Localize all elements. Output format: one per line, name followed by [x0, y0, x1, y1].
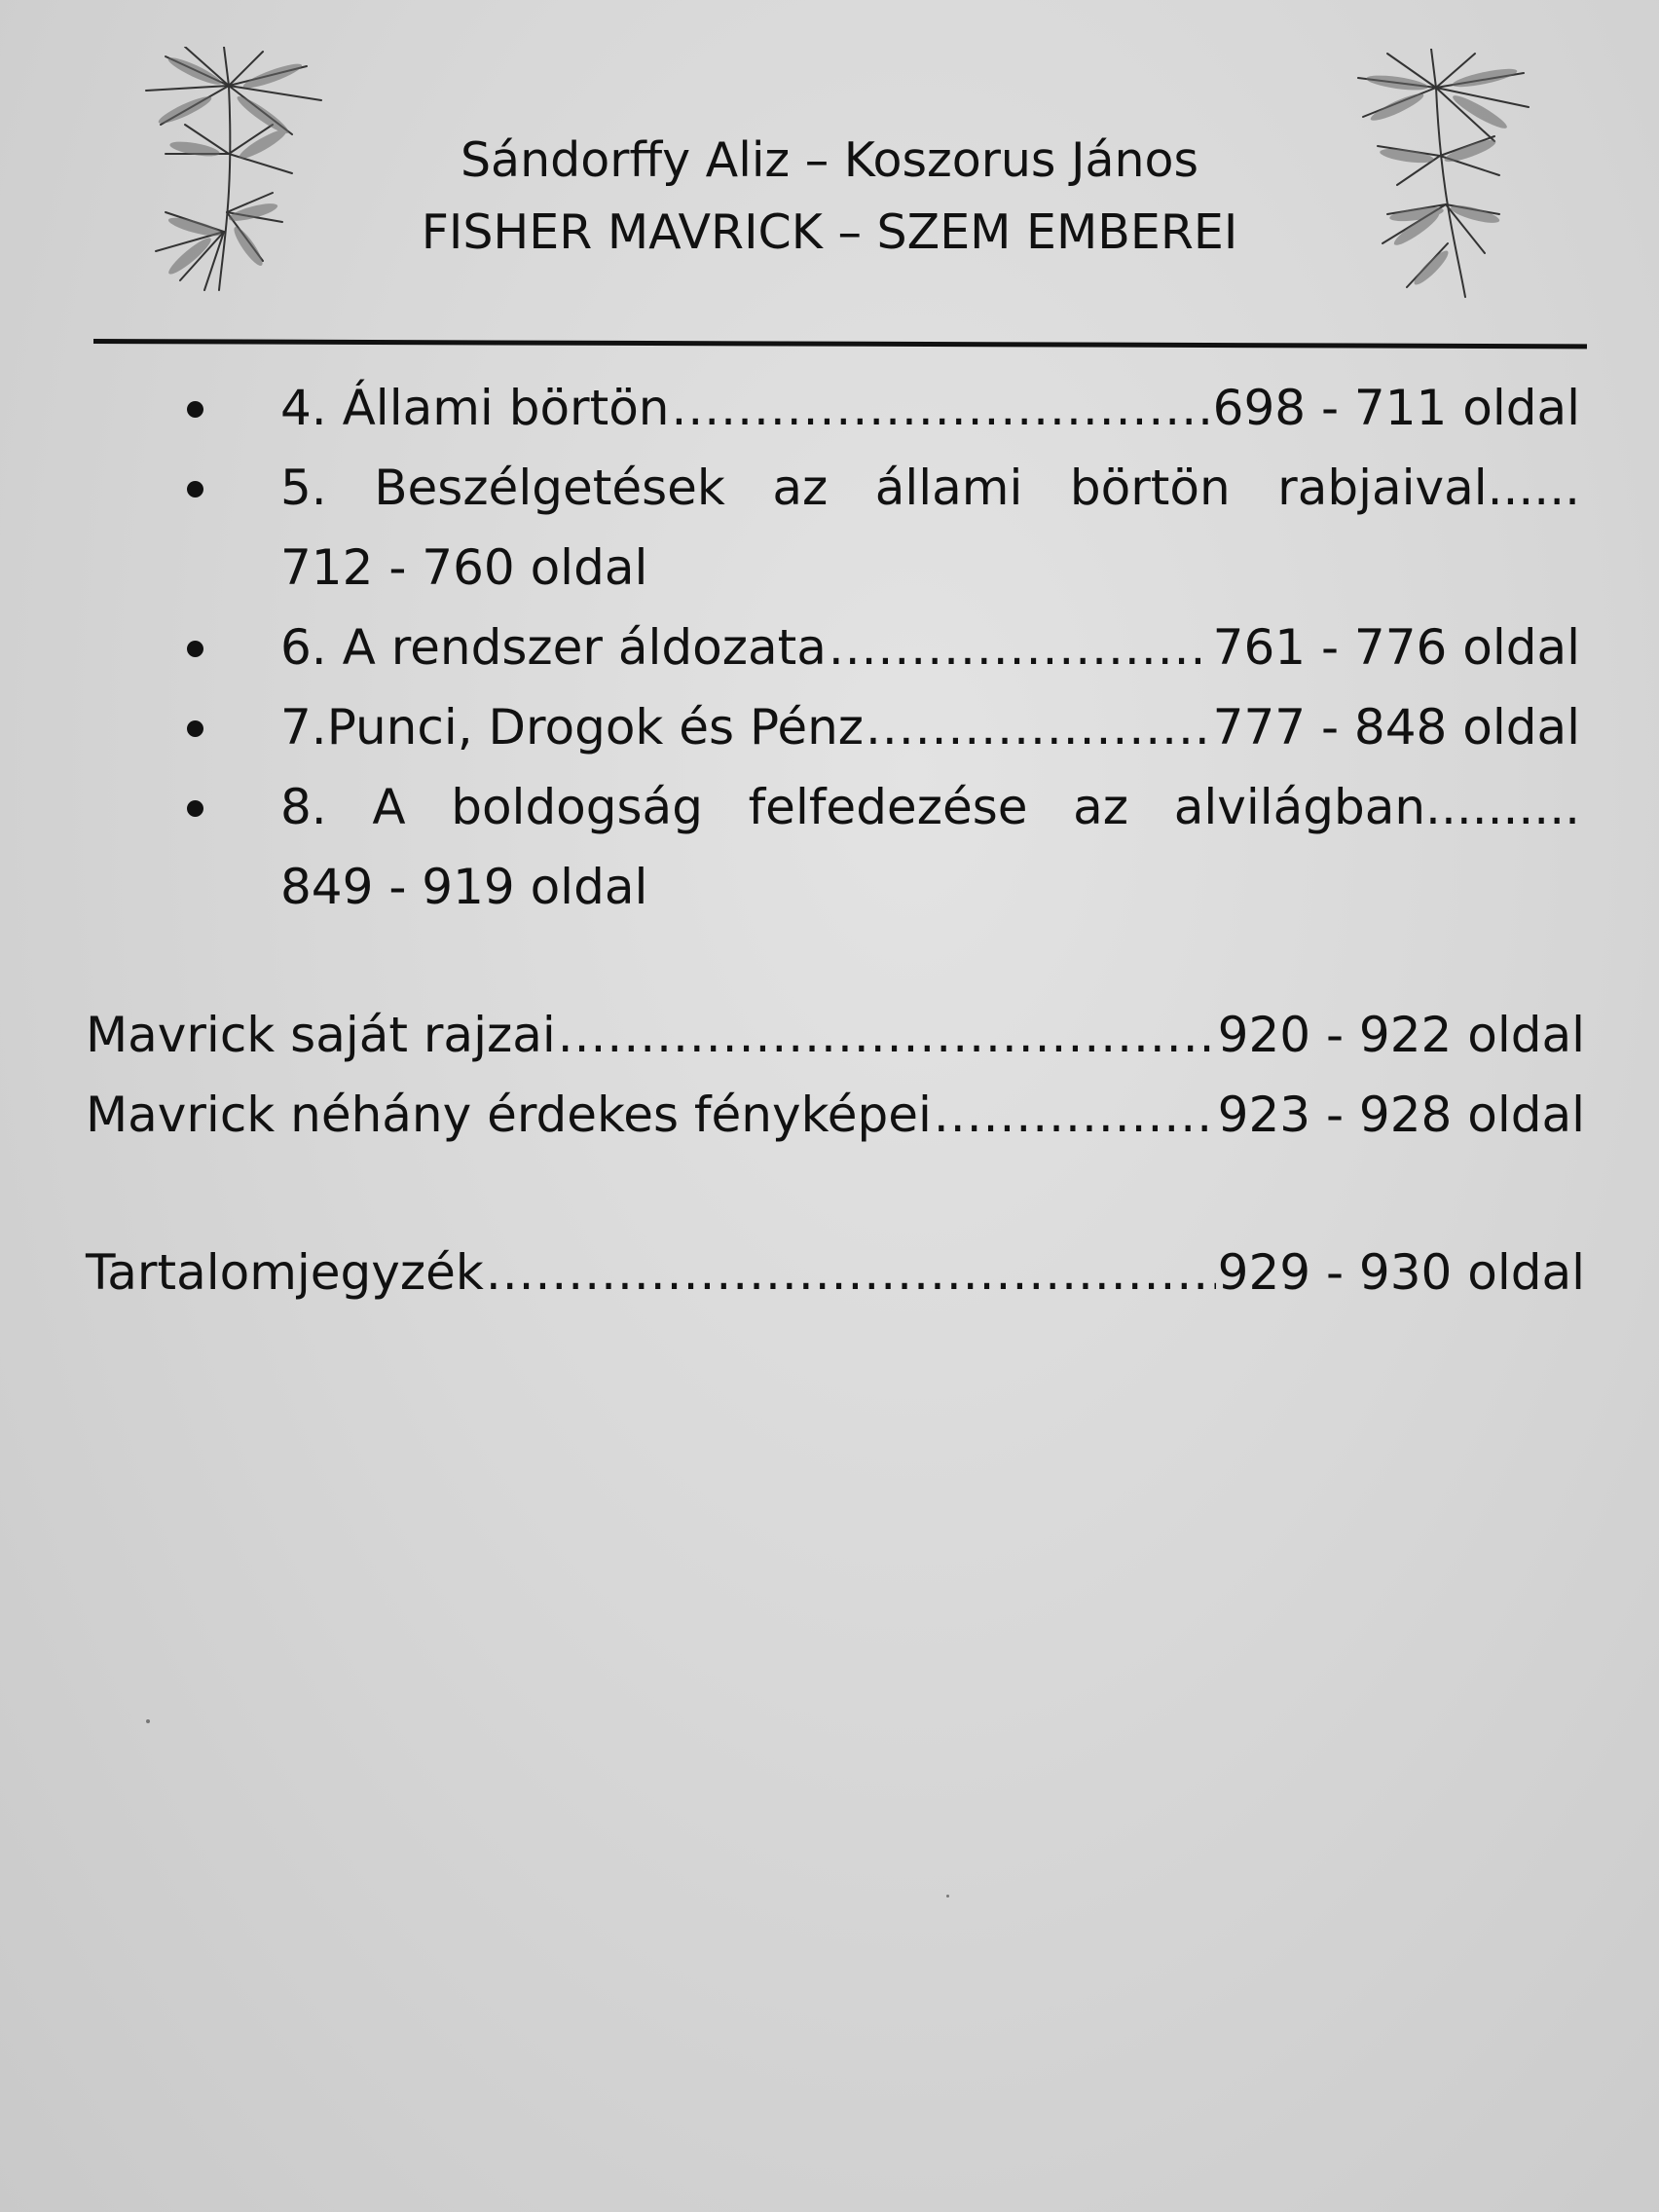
- toc-extra-drawings: [86, 995, 1585, 1075]
- toc-extra-contents: [86, 1233, 1585, 1312]
- authors-heading: Sándorffy Aliz – Koszorus János: [460, 132, 1199, 188]
- toc-item: [0, 368, 1659, 448]
- toc-item-label: 5. Beszélgetések az állami börtön rabjaival......: [280, 460, 1580, 516]
- header-divider: [93, 339, 1587, 349]
- bullet-icon: [187, 481, 203, 498]
- paper-speck: [946, 1895, 949, 1898]
- toc-item-label: 4. Állami börtön: [280, 380, 670, 436]
- toc-item-label: 7.Punci, Drogok és Pénz: [280, 699, 865, 756]
- toc-item-label: 6. A rendszer áldozata: [280, 619, 827, 676]
- paper-speck: [146, 1719, 150, 1723]
- bullet-icon: [187, 800, 203, 817]
- leader-dots: [558, 995, 1216, 1075]
- book-title-heading: FISHER MAVRICK – SZEM EMBEREI: [421, 204, 1238, 260]
- bullet-icon: [187, 720, 203, 737]
- toc-item: [0, 687, 1659, 767]
- toc-item-label: Mavrick néhány érdekes fényképei: [86, 1087, 932, 1143]
- toc-item-pages: 698 - 711 oldal: [1212, 380, 1580, 436]
- leader-dots: [866, 687, 1211, 767]
- toc-item: [0, 608, 1659, 687]
- toc-list: [0, 368, 1659, 927]
- toc-item-pages: 712 - 760 oldal: [280, 539, 648, 596]
- toc-item-pages: 761 - 776 oldal: [1212, 619, 1580, 676]
- leader-dots: [672, 368, 1211, 448]
- toc-item-pages: 777 - 848 oldal: [1212, 699, 1580, 756]
- toc-item-label: 8. A boldogság felfedezése az alvilágban..........: [280, 779, 1580, 835]
- toc-item-pages: 923 - 928 oldal: [1217, 1087, 1585, 1143]
- toc-item-pages: 920 - 922 oldal: [1217, 1007, 1585, 1063]
- toc-extra-photos: [86, 1075, 1585, 1155]
- leader-dots: [486, 1233, 1216, 1312]
- bullet-icon: [187, 641, 203, 657]
- leader-dots: [934, 1075, 1216, 1155]
- toc-item: [0, 767, 1659, 927]
- leader-dots: [829, 608, 1211, 687]
- toc-item: [0, 448, 1659, 608]
- toc-item-pages: 849 - 919 oldal: [280, 859, 648, 915]
- toc-item-label: Mavrick saját rajzai: [86, 1007, 556, 1063]
- bullet-icon: [187, 401, 203, 418]
- toc-item-pages: 929 - 930 oldal: [1217, 1244, 1585, 1301]
- toc-item-label: Tartalomjegyzék: [86, 1244, 484, 1301]
